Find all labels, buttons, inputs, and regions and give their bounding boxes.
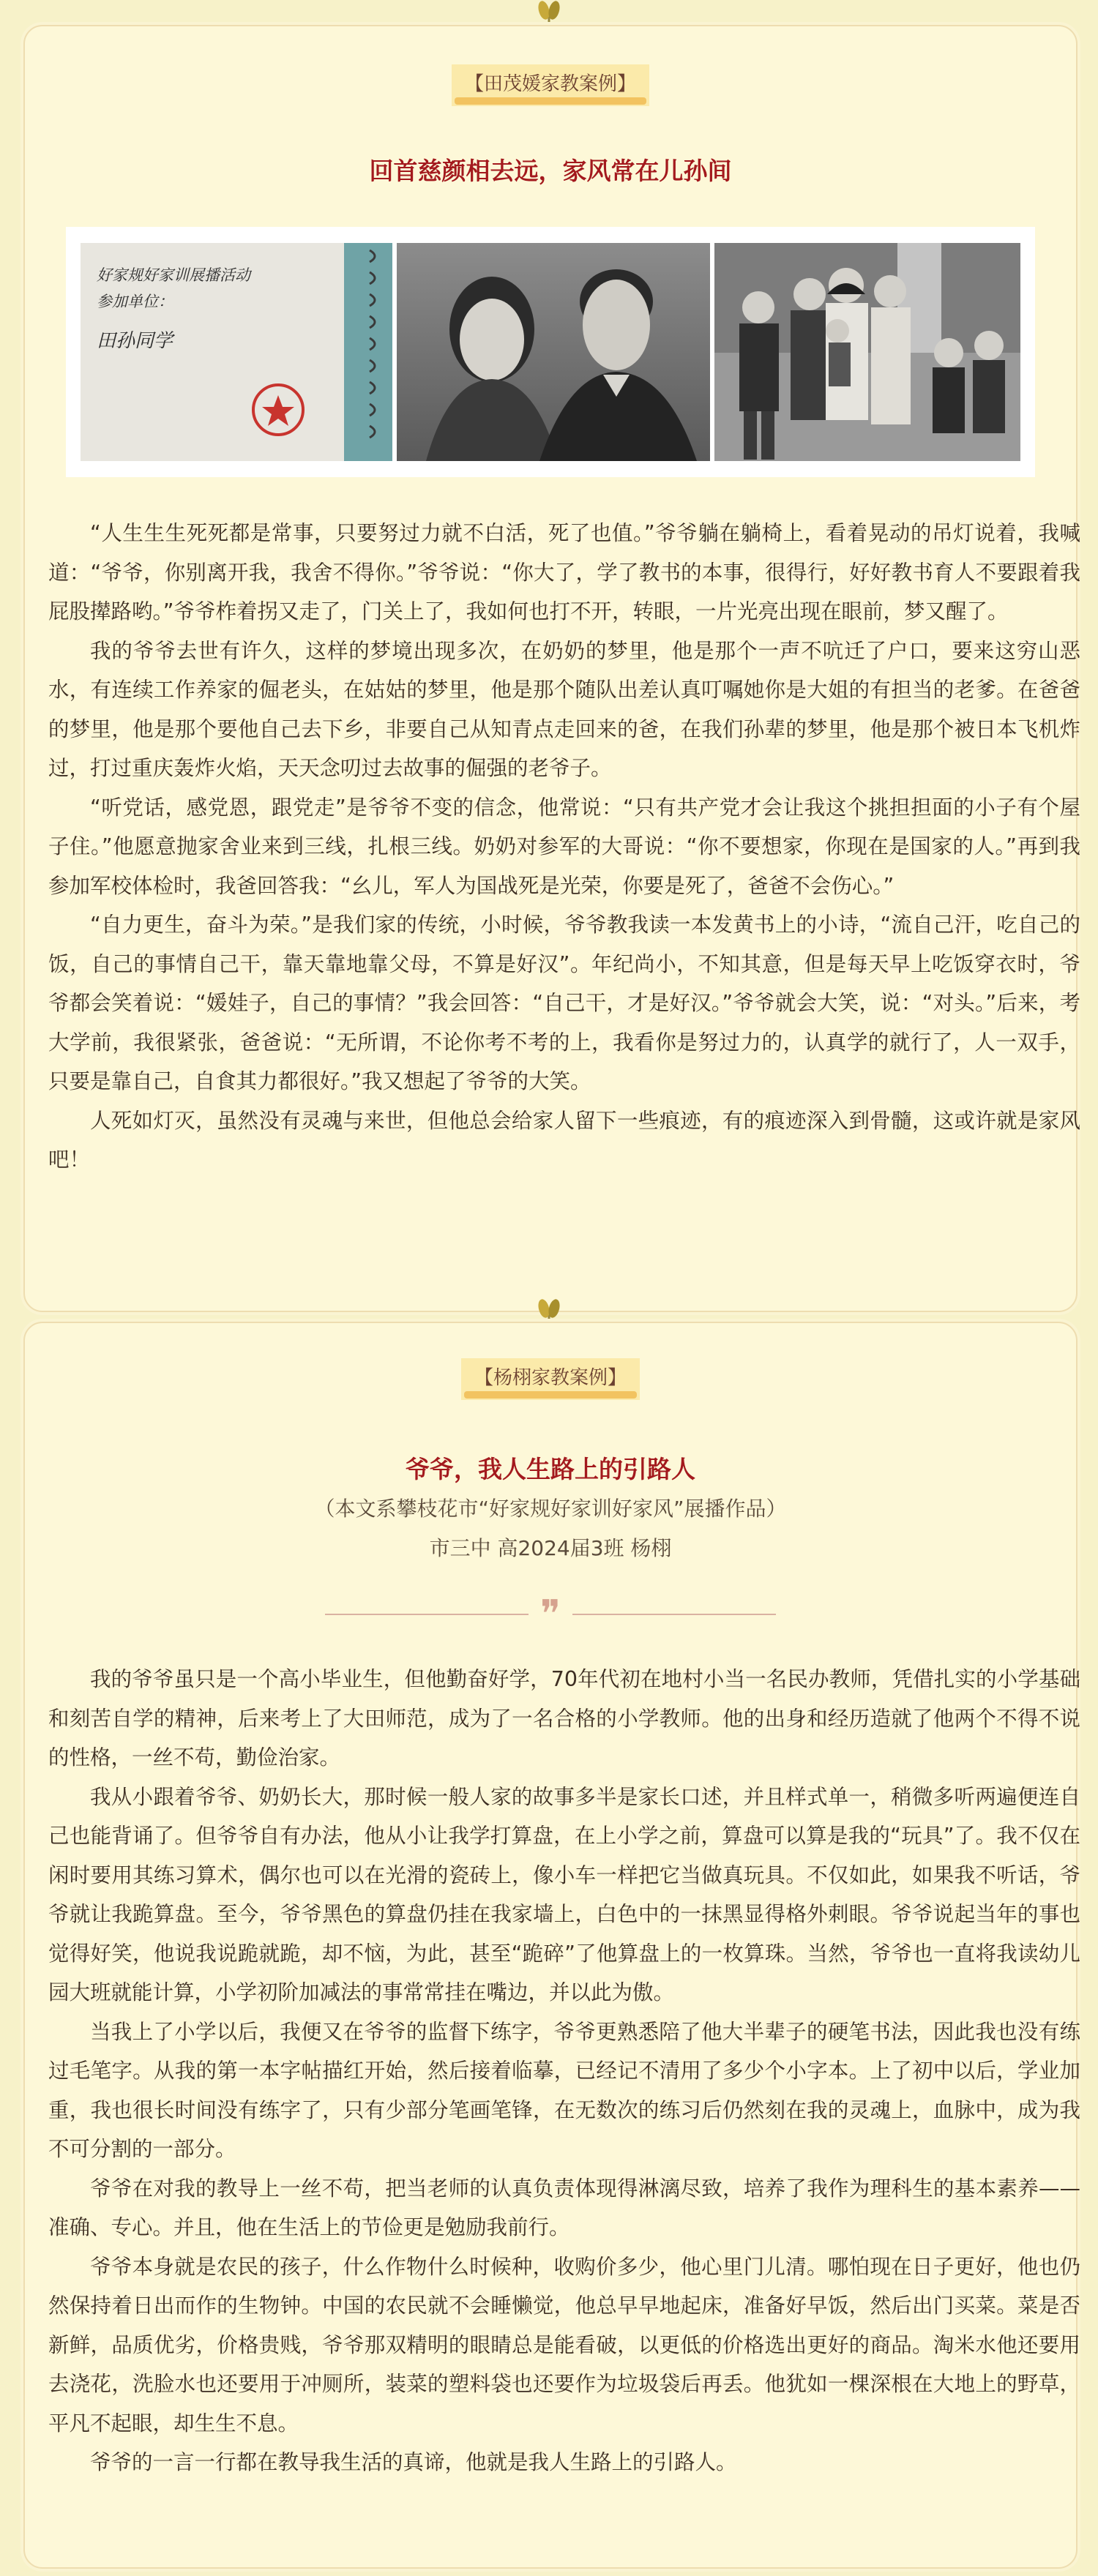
portrait-illustration bbox=[397, 243, 710, 461]
case-tag bbox=[461, 1358, 640, 1400]
article-paragraph: 爷爷本身就是农民的孩子，什么作物什么时候种，收购价多少，他心里门儿清。哪怕现在日子更好，他也仍然保持着日出而作的生物钟。中国的农民就不会睡懒觉，他总早早地起床，准备好早饭，然后出门买菜。菜是否新鲜，品质优劣，价格贵贱，爷爷那双精明的眼睛总是能看破，以更低的价格选出更好的商品。淘米水他还要用去浇花，洗脸水也还要用于冲厕所，装菜的塑料袋也还要作为垃圾袋后再丢。他犹如一棵深根在大地上的野草，平凡不起眼，却生生不息。 bbox=[48, 2254, 1080, 2435]
article-author: 市三中 高2024届3班 杨栩 bbox=[429, 1536, 672, 1560]
note-line: 参加单位： bbox=[97, 293, 173, 310]
case-tag bbox=[452, 64, 649, 106]
article-paragraph: “听党话，感党恩，跟党走”是爷爷不变的信念，他常说：“只有共产党才会让我这个挑担担面的小子有个屋子住。”他愿意抛家舍业来到三线，扎根三线。奶奶对参军的大哥说：“你不要想家，你现在是国家的人。”再到我参加军校体检时，我爸回答我：“幺儿，军人为国战死是光荣，你要是死了，爸爸不会伤心。” bbox=[48, 795, 1080, 898]
case-card-tian bbox=[23, 25, 1078, 1312]
grandparents-portrait-photo bbox=[397, 243, 710, 461]
article-paragraph: 我从小跟着爷爷、奶奶长大，那时候一般人家的故事多半是家长口述，并且样式单一，稍微多听两遍便连自己也能背诵了。但爷爷自有办法，他从小让我学打算盘，在上小学之前，算盘可以算是我的“玩具”了。我不仅在闲时要用其练习算术，偶尔也可以在光滑的瓷砖上，像小车一样把它当做真玩具。不仅如此，如果我不听话，爷爷就让我跪算盘。至今，爷爷黑色的算盘仍挂在我家墙上，白色中的一抹黑显得格外刺眼。爷爷说起当年的事也觉得好笑，他说我说跪就跪，却不恼，为此，甚至“跪碎”了他算盘上的一枚算珠。当然，爷爷也一直将我读幼儿园大班就能计算，小学初阶加减法的事常常挂在嘴边，并以此为傲。 bbox=[48, 1784, 1080, 2004]
handwritten-note-photo bbox=[81, 243, 392, 461]
article-paragraph: 爷爷在对我的教导上一丝不苟，把当老师的认真负责体现得淋漓尽致，培养了我作为理科生的基本素养——准确、专心。并且，他在生活上的节俭更是勉励我前行。 bbox=[48, 2176, 1080, 2239]
article-body bbox=[48, 1660, 1080, 2482]
quote-mark-icon: ❞ bbox=[540, 1592, 561, 1636]
case-tag-label: 【杨栩家教案例】 bbox=[474, 1367, 627, 1389]
article-paragraph: “人生生生死死都是常事，只要努过力就不白活，死了也值。”爷爷躺在躺椅上，看着晃动的吊灯说着，我喊道：“爷爷，你别离开我，我舍不得你。”爷爷说：“你大了，学了教书的本事，很得行，好好教书育人不要跟着我屁股撵路哟。”爷爷柞着拐又走了，门关上了，我如何也打不开，转眼，一片光亮出现在眼前，梦又醒了。 bbox=[48, 521, 1080, 624]
article-title: 爷爷，我人生路上的引路人 bbox=[406, 1455, 695, 1483]
family-illustration bbox=[714, 243, 1020, 461]
article-title: 回首慈颜相去远，家风常在儿孙间 bbox=[369, 157, 732, 185]
article-subtitle: （本文系攀枝花市“好家规好家训好家风”展播作品） bbox=[314, 1497, 787, 1521]
article-paragraph: 我的爷爷去世有许久，这样的梦境出现多次，在奶奶的梦里，他是那个一声不吭迁了户口，要来这穷山恶水，有连续工作养家的倔老头，在姑姑的梦里，他是那个随队出差认真叮嘱她你是大姐的有担当的老爹。在爸爸的梦里，他是那个要他自己去下乡，非要自己从知青点走回来的爸，在我们孙辈的梦里，他是那个被日本飞机炸过，打过重庆轰炸火焰，天天念叨过去故事的倔强的老爷子。 bbox=[48, 638, 1080, 780]
article-paragraph: “自力更生，奋斗为荣。”是我们家的传统，小时候，爷爷教我读一本发黄书上的小诗，“流自己汗，吃自己的饭，自己的事情自己干，靠天靠地靠父母，不算是好汉”。年纪尚小，不知其意，但是每天早上吃饭穿衣时，爷爷都会笑着说：“媛娃子，自己的事情？”我会回答：“自己干，才是好汉。”爷爷就会大笑，说：“对头。”后来，考大学前，我很紧张，爸爸说：“无所谓，不论你考不考的上，我看你是努过力的，认真学的就行了，人一双手，只要是靠自己，自食其力都很好。”我又想起了爷爷的大笑。 bbox=[48, 913, 1080, 1093]
note-line: 好家规好家训展播活动 bbox=[97, 266, 250, 284]
article-paragraph: 人死如灯灭，虽然没有灵魂与来世，但他总会给家人留下一些痕迹，有的痕迹深入到骨髓，这或许就是家风吧！ bbox=[48, 1108, 1080, 1172]
quote-divider bbox=[25, 1592, 1076, 1636]
article-paragraph: 爷爷的一言一行都在教导我生活的真谛，他就是我人生路上的引路人。 bbox=[90, 2450, 737, 2474]
family-group-photo bbox=[714, 243, 1020, 461]
article-paragraph: 我的爷爷虽只是一个高小毕业生，但他勤奋好学，70年代初在地村小当一名民办教师，凭借扎实的小学基础和刻苦自学的精神，后来考上了大田师范，成为了一名合格的小学教师。他的出身和经历造就了他两个不得不说的性格，一丝不苟，勤俭治家。 bbox=[48, 1667, 1080, 1770]
article-body bbox=[48, 514, 1080, 1180]
case-tag-label: 【田茂媛家教案例】 bbox=[464, 73, 637, 95]
article-paragraph: 当我上了小学以后，我便又在爷爷的监督下练字，爷爷更熟悉陪了他大半辈子的硬笔书法，因此我也没有练过毛笔字。从我的第一本字帖描红开始，然后接着临摹，已经记不清用了多少个小字本。上了初中以后，学业加重，我也很长时间没有练字了，只有少部分笔画笔锋，在无数次的练习后仍然刻在我的灵魂上，血脉中，成为我不可分割的一部分。 bbox=[48, 2019, 1080, 2161]
case-card-yang bbox=[23, 1322, 1078, 2569]
photo-strip bbox=[66, 227, 1035, 477]
note-line: 田孙同学 bbox=[97, 330, 173, 352]
divider-line-right bbox=[572, 1614, 776, 1615]
divider-line-left bbox=[325, 1614, 529, 1615]
